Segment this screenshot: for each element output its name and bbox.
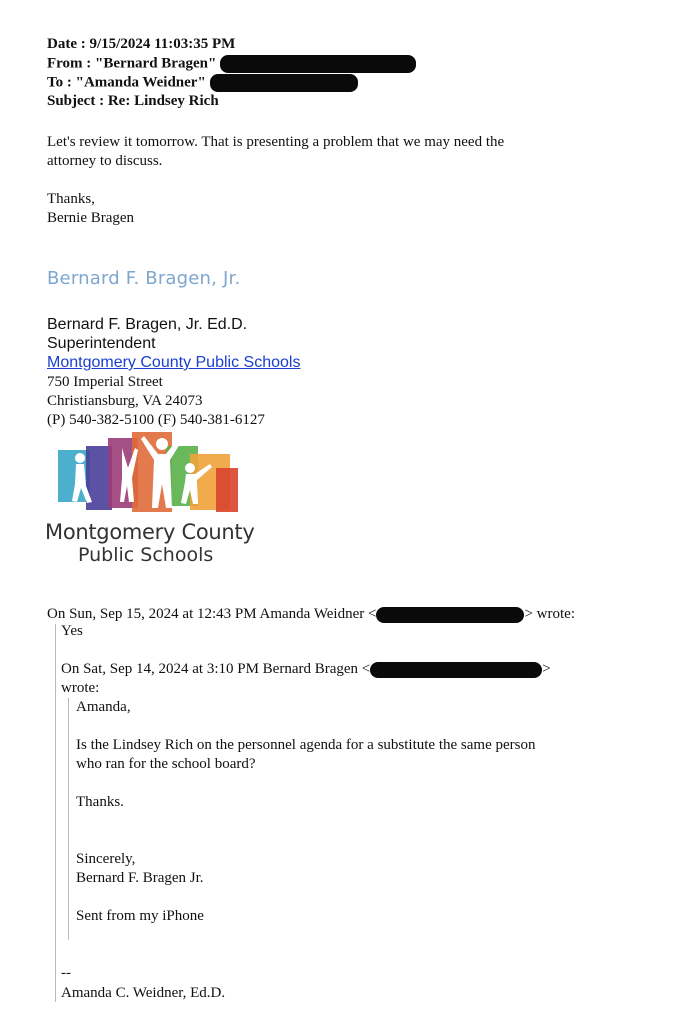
quote-sent-from: Sent from my iPhone <box>76 908 204 924</box>
script-signature: Bernard F. Bragen, Jr. <box>47 268 241 289</box>
redaction-bar <box>376 607 524 623</box>
email-from <box>47 55 416 73</box>
weidner-signature: Amanda C. Weidner, Ed.D. <box>61 985 226 1001</box>
email-subject: Subject : Re: Lindsey Rich <box>47 93 219 109</box>
logo-text-line-2: Public Schools <box>78 544 214 566</box>
school-logo <box>40 428 255 574</box>
logo-text-line-1: Montgomery County <box>45 520 255 544</box>
from-label: From : "Bernard Bragen" <box>47 55 217 72</box>
signature-street: 750 Imperial Street <box>47 374 163 390</box>
quote-line-2: who ran for the school board? <box>76 756 256 772</box>
quote-intro-1-end: > wrote: <box>524 606 575 622</box>
reply-yes: Yes <box>61 623 83 639</box>
quote-intro-2-end: > <box>542 661 551 677</box>
sig-separator: -- <box>61 965 71 981</box>
signature-city: Christiansburg, VA 24073 <box>47 393 203 409</box>
org-link[interactable]: Montgomery County Public Schools <box>47 354 301 371</box>
redaction-bar <box>220 55 416 73</box>
message-thanks: Thanks, <box>47 191 95 207</box>
redaction-bar <box>210 74 358 92</box>
signature-full-name: Bernard F. Bragen, Jr. Ed.D. <box>47 316 248 333</box>
email-date: Date : 9/15/2024 11:03:35 PM <box>47 36 236 52</box>
quote-intro-2-text: On Sat, Sep 14, 2024 at 3:10 PM Bernard Bragen < <box>61 661 371 677</box>
quote-bar-inner <box>68 698 69 940</box>
logo-graphic <box>40 428 250 520</box>
quote-thanks: Thanks. <box>76 794 124 810</box>
to-label: To : "Amanda Weidner" <box>47 74 206 91</box>
email-to <box>47 74 358 92</box>
redaction-bar <box>370 662 542 678</box>
message-line-2: attorney to discuss. <box>47 153 163 169</box>
quote-intro-1-text: On Sun, Sep 15, 2024 at 12:43 PM Amanda Weidner < <box>47 606 377 622</box>
message-name: Bernie Bragen <box>47 210 135 226</box>
quote-intro-2-wrote: wrote: <box>61 680 100 696</box>
quote-intro-2 <box>61 661 551 678</box>
quote-intro-1 <box>47 604 575 624</box>
signature-phones: (P) 540-382-5100 (F) 540-381-6127 <box>47 412 265 428</box>
quote-greeting: Amanda, <box>76 699 131 715</box>
message-line-1: Let's review it tomorrow. That is presenting a problem that we may need the <box>47 134 505 150</box>
quote-line-1: Is the Lindsey Rich on the personnel agenda for a substitute the same person <box>76 737 536 753</box>
quote-sincerely: Sincerely, <box>76 851 136 867</box>
quote-bar-outer <box>55 624 56 1002</box>
quote-signoff-name: Bernard F. Bragen Jr. <box>76 870 204 886</box>
signature-title: Superintendent <box>47 335 156 352</box>
